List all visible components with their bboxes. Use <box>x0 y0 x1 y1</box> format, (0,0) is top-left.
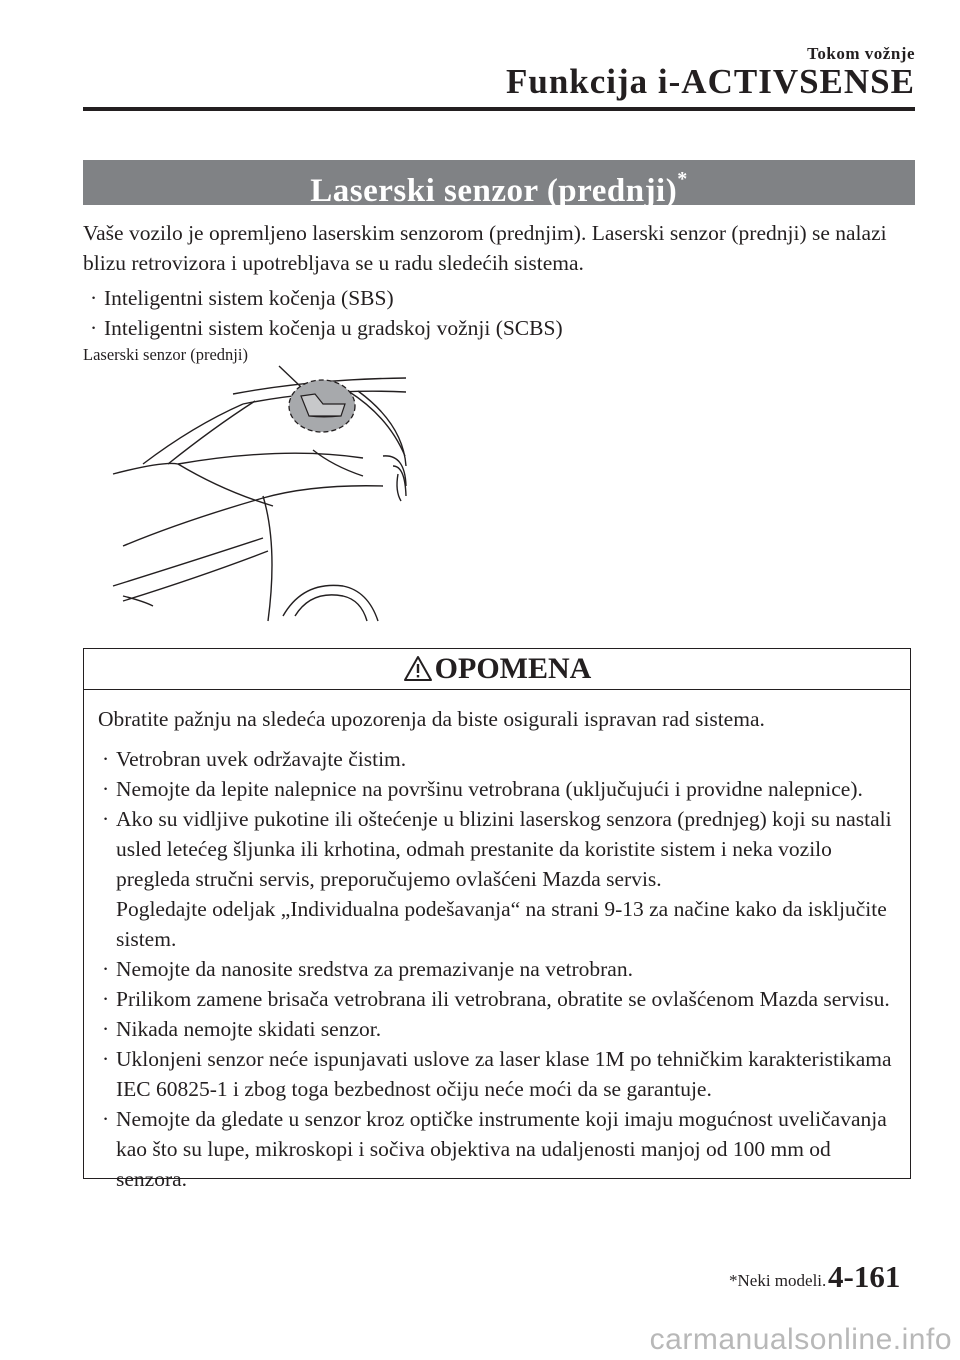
list-item: · Nemojte da gledate u senzor kroz optičke instrumente koji imaju mogućnost uveličavanja kao što su lupe, mikroskopi i sočiva objektiva na udaljenosti manjoj od 100 mm od senzora. <box>102 1107 887 1191</box>
list-item: · Nemojte da lepite nalepnice na površinu vetrobrana (uključujući i providne nalepnice). <box>102 777 863 801</box>
running-header-title: Funkcija i-ACTIVSENSE <box>505 62 915 101</box>
watermark: carmanualsonline.info <box>649 1323 952 1356</box>
running-header-section: Tokom vožnje <box>807 44 915 63</box>
warning-triangle-icon <box>403 655 433 682</box>
list-item: · Nemojte da nanosite sredstva za premazivanje na vetrobran. <box>102 957 633 981</box>
list-item: · Inteligentni sistem kočenja (SBS) <box>90 286 394 310</box>
list-item: · Nikada nemojte skidati senzor. <box>102 1017 382 1041</box>
section-title-marker: * <box>677 168 688 190</box>
list-item: · Vetrobran uvek održavajte čistim. <box>102 747 407 771</box>
illustration-callout-label: Laserski senzor (prednji) <box>83 345 248 364</box>
warning-list <box>100 744 900 1194</box>
warning-heading: OPOMENA <box>434 652 592 685</box>
section-title-bar <box>83 160 915 209</box>
warning-box <box>83 648 911 1191</box>
section-title: Laserski senzor (prednji) <box>310 173 678 209</box>
footnote: *Neki modeli. <box>729 1271 827 1290</box>
header-divider <box>83 107 915 111</box>
warning-intro: Obratite pažnju na sledeća upozorenja da biste osigurali ispravan rad sistema. <box>98 707 765 731</box>
windshield-sensor-illustration <box>83 346 423 626</box>
page-number: 4-161 <box>828 1259 901 1294</box>
list-item: · Ako su vidljive pukotine ili oštećenje u blizini laserskog senzora (prednjeg) koji su nastali usled letećeg šljunka ili krhotina, odmah prestanite da koristite sistem i neka vozilo pregleda stručni servis, preporučujemo ovlašćeni Mazda servis. Pogledajte odeljak „Individualna podešavanja“ na strani 9-13 za načine kako da isključite sistem. <box>102 807 892 951</box>
list-item: · Uklonjeni senzor neće ispunjavati uslove za laser klase 1M po tehničkim karakteristikama IEC 60825-1 i zbog toga bezbednost očiju neće moći da se garantuje. <box>102 1047 892 1101</box>
list-item: · Prilikom zamene brisača vetrobrana ili vetrobrana, obratite se ovlašćenom Mazda servisu. <box>102 987 890 1011</box>
list-item: · Inteligentni sistem kočenja u gradskoj vožnji (SCBS) <box>90 316 563 340</box>
warning-header <box>84 649 910 690</box>
intro-paragraph: Vaše vozilo je opremljeno laserskim senzorom (prednjim). Laserski senzor (prednji) se nalazi blizu retrovizora i upotrebljava se u radu sledećih sistema. <box>83 221 887 275</box>
system-list <box>88 283 563 343</box>
